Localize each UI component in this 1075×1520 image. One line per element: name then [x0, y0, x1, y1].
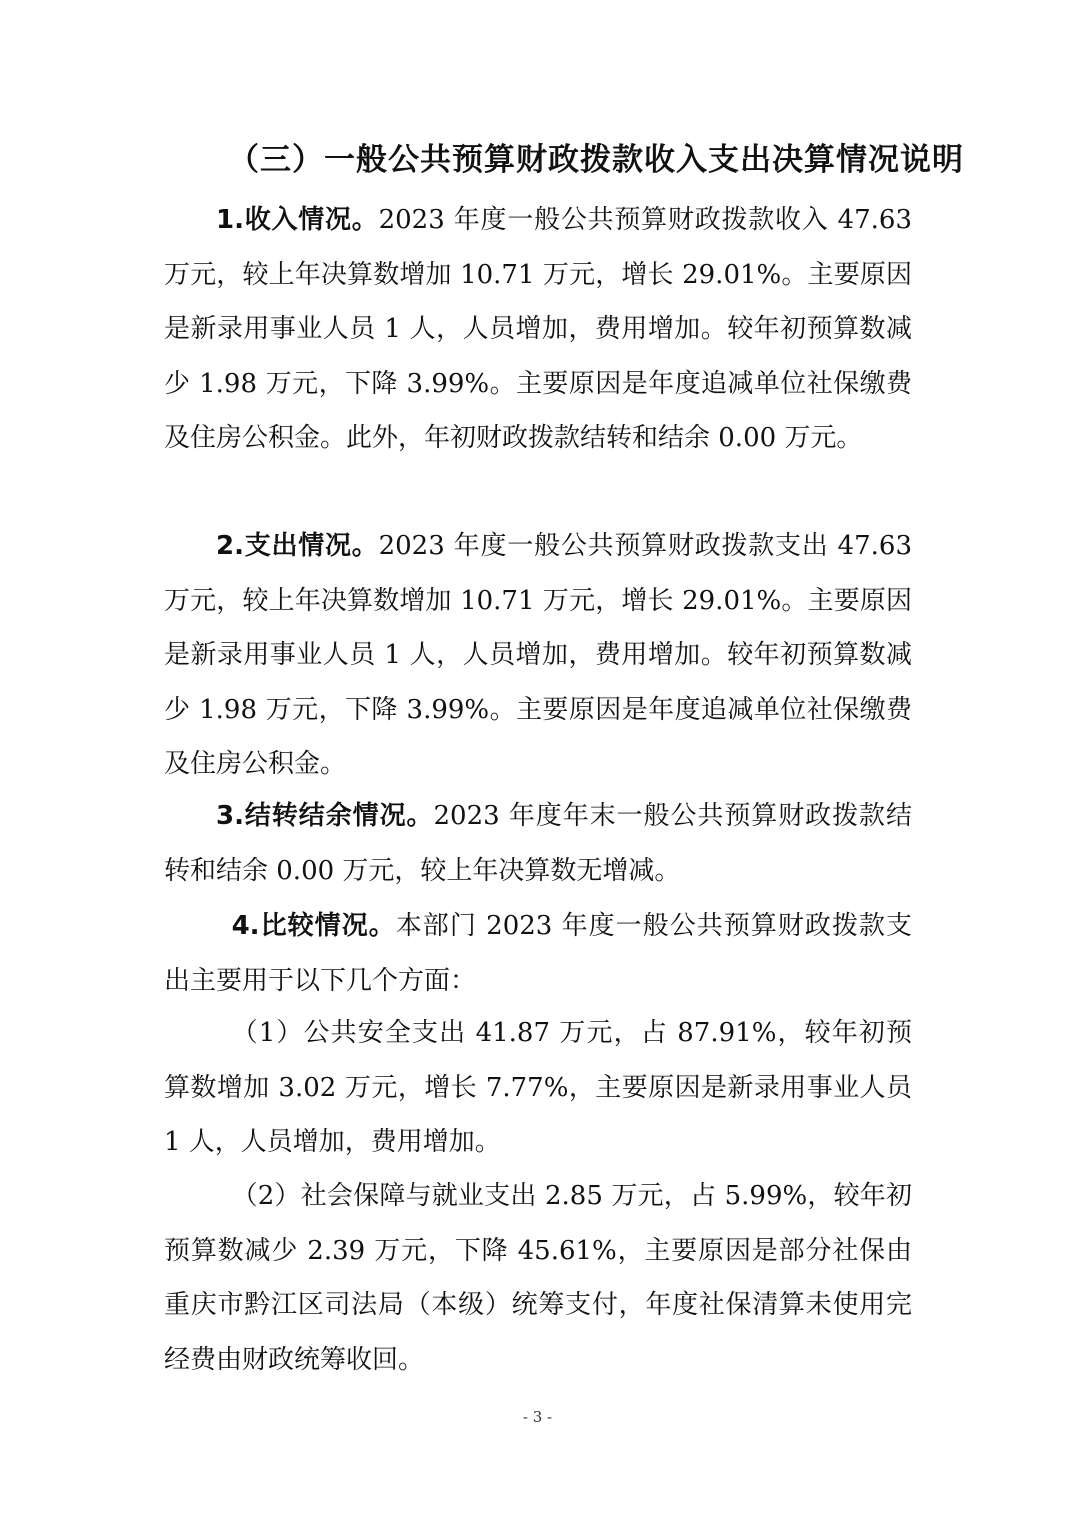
paragraph-comparison — [164, 899, 912, 1008]
paragraph-body-expenditure: 2023 年度一般公共预算财政拨款支出 47.63 万元，较上年决算数增加 10.71 万元，增长 29.01%。主要原因是新录用事业人员 1 人，人员增加，费用增加。较年初预算数减少 1.98 万元，下降 3.99%。主要原因是年度追减单位社保缴费及住房公积金。 — [164, 531, 912, 779]
paragraph-body-social-security: （2）社会保障与就业支出 2.85 万元，占 5.99%，较年初预算数减少 2.39 万元，下降 45.61%，主要原因是部分社保由重庆市黔江区司法局（本级）统筹支付，年度社保清算未使用完经费由财政统筹收回。 — [164, 1181, 912, 1375]
paragraph-expenditure — [164, 519, 912, 792]
paragraph-income — [164, 193, 912, 466]
section-title: （三）一般公共预算财政拨款收入支出决算情况说明 — [228, 142, 964, 178]
paragraph-lead-carryover: 3.结转结余情况。 — [216, 801, 434, 831]
paragraph-lead-expenditure: 2.支出情况。 — [216, 531, 379, 561]
paragraph-lead-comparison: 4.比较情况。 — [231, 911, 396, 941]
paragraph-body-carryover: 2023 年度年末一般公共预算财政拨款结转和结余 0.00 万元，较上年决算数无增减。 — [164, 801, 913, 886]
paragraph-carryover — [164, 789, 912, 898]
paragraph-lead-income: 1.收入情况。 — [216, 205, 379, 235]
page-number: - 3 - — [522, 1408, 553, 1426]
paragraph-social-security — [164, 1169, 912, 1387]
paragraph-public-security — [164, 1006, 912, 1170]
paragraph-body-comparison: 本部门 2023 年度一般公共预算财政拨款支出主要用于以下几个方面： — [164, 911, 913, 996]
paragraph-body-public-security: （1）公共安全支出 41.87 万元，占 87.91%，较年初预算数增加 3.02 万元，增长 7.77%，主要原因是新录用事业人员 1 人，人员增加，费用增加。 — [164, 1018, 912, 1157]
paragraph-body-income: 2023 年度一般公共预算财政拨款收入 47.63 万元，较上年决算数增加 10.71 万元，增长 29.01%。主要原因是新录用事业人员 1 人，人员增加，费用增加。较年初预算数减少 1.98 万元，下降 3.99%。主要原因是年度追减单位社保缴费及住房公积金。此外，年初财政拨款结转和结余 0.00 万元。 — [164, 205, 912, 453]
